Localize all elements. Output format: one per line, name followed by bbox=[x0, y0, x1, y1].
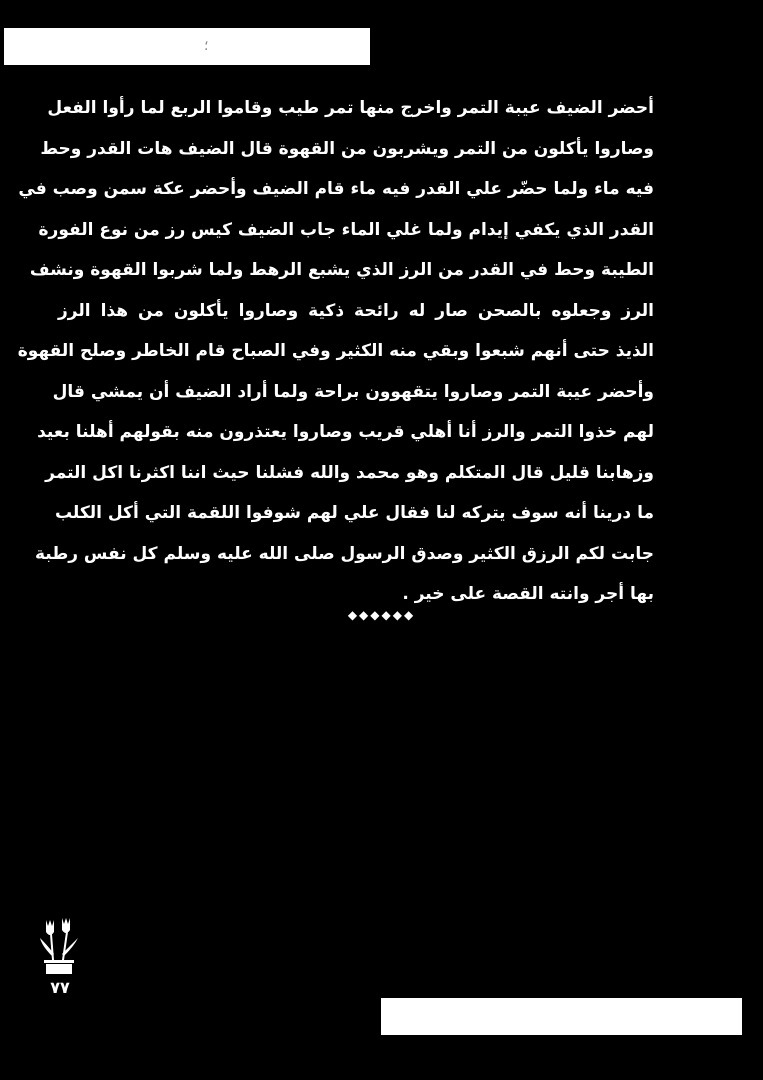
body-text bbox=[17, 88, 654, 615]
text-line: الذيذ حتى أنهم شبعوا وبقي منه الكثير وفي الصباح قام الخاطر وصلح القهوة bbox=[17, 341, 654, 361]
tulip-vase-icon bbox=[38, 916, 80, 978]
header-bar bbox=[4, 28, 370, 65]
text-line: وزهابنا قليل قال المتكلم وهو محمد والله فشلنا حيث اننا اكثرنا اكل التمر bbox=[45, 462, 654, 483]
text-line: الطيبة وحط في القدر من الرز الذي يشبع الرهط ولما شربوا القهوة ونشف bbox=[29, 260, 654, 280]
section-divider: ◆◆◆◆◆◆ bbox=[347, 608, 416, 622]
text-line: لهم خذوا التمر والرز أنا أهلي قريب وصاروا يعتذرون منه بقولهم أهلنا بعيد bbox=[37, 422, 654, 442]
text-line: وصاروا يأكلون من التمر ويشربون من القهوة قال الضيف هات القدر وحط bbox=[40, 138, 654, 159]
text-line: جابت لكم الرزق الكثير وصدق الرسول صلى الله عليه وسلم كل نفس رطبة bbox=[34, 543, 654, 564]
text-line: فيه ماء ولما حضّر علي القدر فيه ماء قام الضيف وأحضر عكة سمن وصب في bbox=[18, 179, 654, 199]
header-mark: ؛ bbox=[204, 38, 209, 54]
text-line: وأحضر عيبة التمر وصاروا يتقهوون براحة ولما أراد الضيف أن يمشي قال bbox=[52, 381, 654, 402]
text-line: ما درينا أنه سوف يتركه لنا فقال علي لهم شوفوا اللقمة التي أكل الكلب bbox=[54, 503, 654, 523]
text-line: الرز وجعلوه بالصحن صار له رائحة ذكية وصاروا يأكلون من هذا الرز bbox=[58, 300, 654, 321]
page-number: ٧٧ bbox=[50, 978, 70, 997]
text-line: أحضر الضيف عيبة التمر واخرج منها تمر طيب وقاموا الربع لما رأوا الفعل bbox=[47, 98, 654, 118]
text-line-last: بها أجر وانته القصة على خير . bbox=[402, 584, 654, 604]
footer-bar bbox=[381, 998, 742, 1035]
text-line: القدر الذي يكفي إيدام ولما غلي الماء جاب الضيف كيس رز من نوع الفورة bbox=[38, 219, 654, 240]
